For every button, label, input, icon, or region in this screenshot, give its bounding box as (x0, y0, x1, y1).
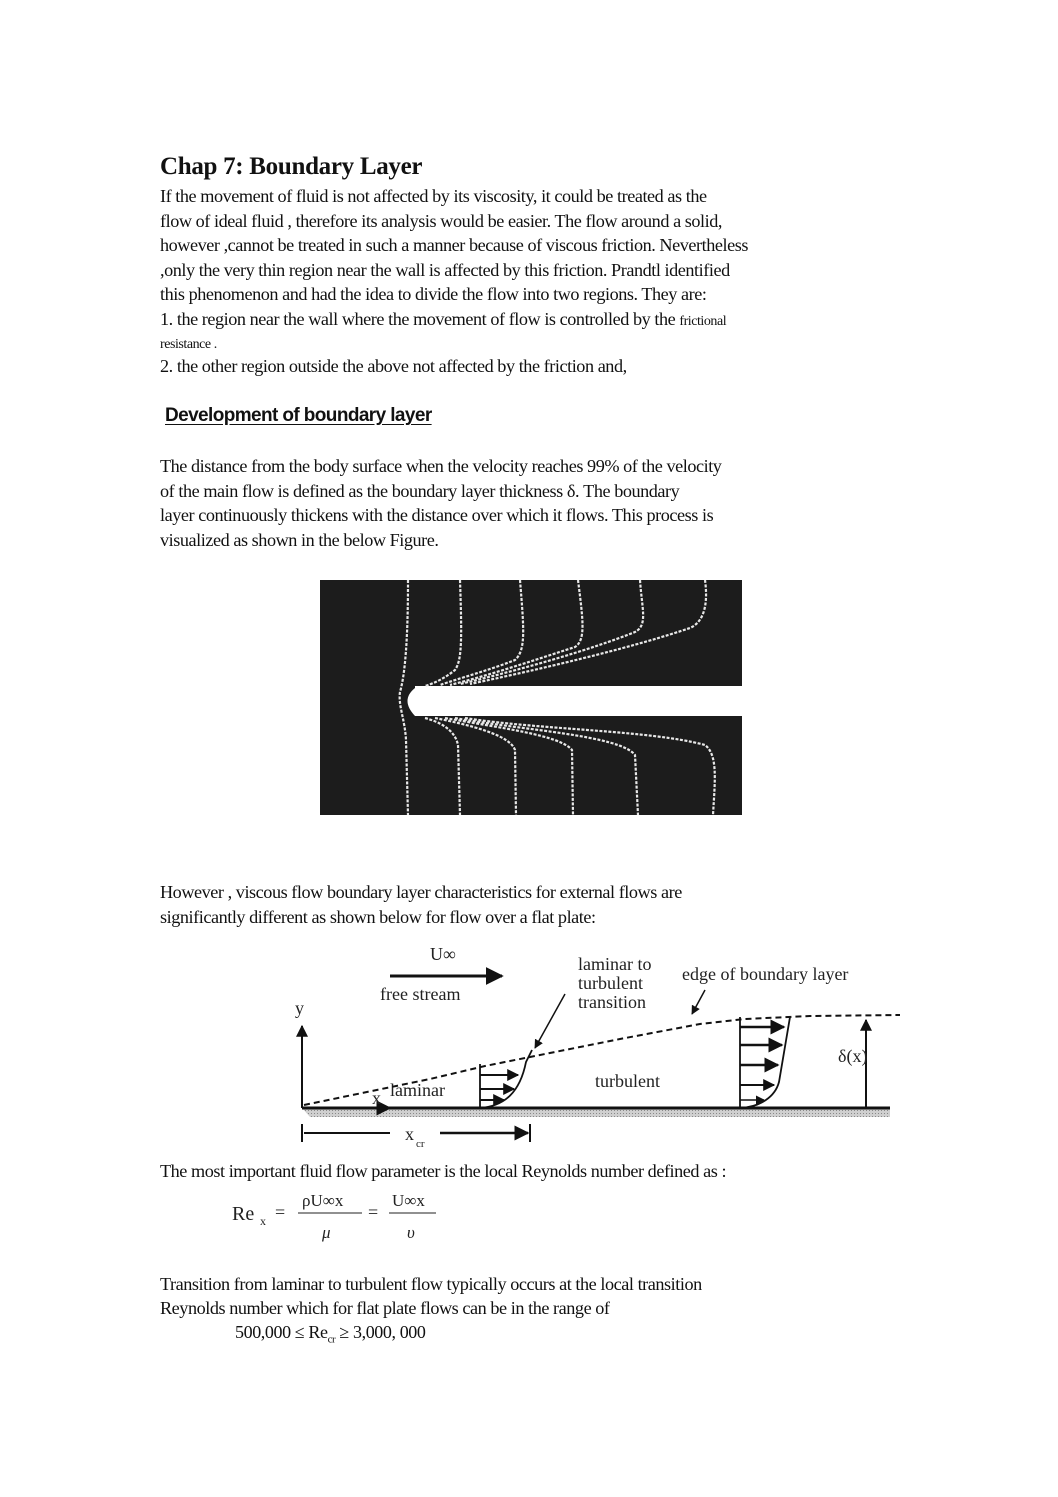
section-line-4: visualized as shown in the below Figure. (160, 530, 439, 550)
svg-text:Re: Re (232, 1203, 255, 1225)
flat-plate-boundary-layer-diagram (290, 942, 910, 1147)
intro-line-2: flow of ideal fluid , therefore its analysis would be easier. The flow around a solid, (160, 211, 723, 231)
svg-text:=: = (275, 1202, 286, 1222)
reynolds-intro: The most important fluid flow parameter is the local Reynolds number defined as : (160, 1161, 727, 1181)
svg-text:=: = (368, 1202, 379, 1222)
svg-text:ρU∞x: ρU∞x (302, 1191, 344, 1210)
laminar-label: laminar (390, 1080, 445, 1100)
x-cr-subscript: cr (416, 1138, 425, 1147)
u-infinity-label: U∞ (430, 944, 456, 964)
turbulent-label: turbulent (595, 1071, 660, 1091)
range-right: ≥ 3,000, 000 (335, 1322, 426, 1342)
svg-text:υ: υ (407, 1223, 415, 1242)
y-axis-label: y (295, 998, 304, 1018)
list-item-1 (160, 307, 726, 335)
list-item-1-text: 1. the region near the wall where the movement of flow is controlled by the (160, 309, 676, 329)
x-axis-label: x (372, 1088, 381, 1108)
intro-line-1: If the movement of fluid is not affected by its viscosity, it could be treated as the (160, 186, 707, 206)
delta-label: δ(x) (838, 1046, 868, 1066)
however-line-1: However , viscous flow boundary layer characteristics for external flows are (160, 882, 682, 902)
transition-label-3: transition (578, 992, 646, 1012)
list-item-1-small: frictional (679, 314, 727, 329)
transition-label-2: turbulent (578, 973, 643, 993)
transition-label-1: laminar to (578, 954, 652, 974)
free-stream-label: free stream (380, 984, 461, 1004)
critical-reynolds-range (235, 1322, 426, 1346)
chapter-title: Chap 7: Boundary Layer (160, 153, 423, 180)
svg-text:x: x (260, 1214, 266, 1228)
flow-visualization-photo (320, 580, 742, 815)
list-item-1-continued: resistance . (160, 337, 217, 352)
transition-line-2: Reynolds number which for flat plate flows can be in the range of (160, 1298, 610, 1318)
section-line-3: layer continuously thickens with the distance over which it flows. This process is (160, 505, 714, 525)
intro-line-5: this phenomenon and had the idea to divide the flow into two regions. They are: (160, 284, 707, 304)
section-heading: Development of boundary layer (165, 405, 432, 426)
transition-line-1: Transition from laminar to turbulent flow typically occurs at the local transition (160, 1274, 702, 1294)
however-line-2: significantly different as shown below for flow over a flat plate: (160, 907, 596, 927)
svg-text:μ: μ (322, 1223, 331, 1242)
list-item-2: 2. the other region outside the above not affected by the friction and, (160, 356, 627, 376)
range-left: 500,000 ≤ Re (235, 1322, 328, 1342)
intro-line-3: however ,cannot be treated in such a manner because of viscous friction. Nevertheless (160, 235, 748, 255)
section-line-2: of the main flow is defined as the boundary layer thickness δ. The boundary (160, 481, 680, 501)
reynolds-formula (232, 1188, 452, 1248)
section-line-1: The distance from the body surface when the velocity reaches 99% of the velocity (160, 456, 722, 476)
x-cr-label: x (405, 1124, 414, 1144)
svg-text:U∞x: U∞x (392, 1191, 425, 1210)
edge-label: edge of boundary layer (682, 964, 849, 984)
range-subscript: cr (327, 1333, 336, 1346)
intro-line-4: ,only the very thin region near the wall is affected by this friction. Prandtl identified (160, 260, 730, 280)
